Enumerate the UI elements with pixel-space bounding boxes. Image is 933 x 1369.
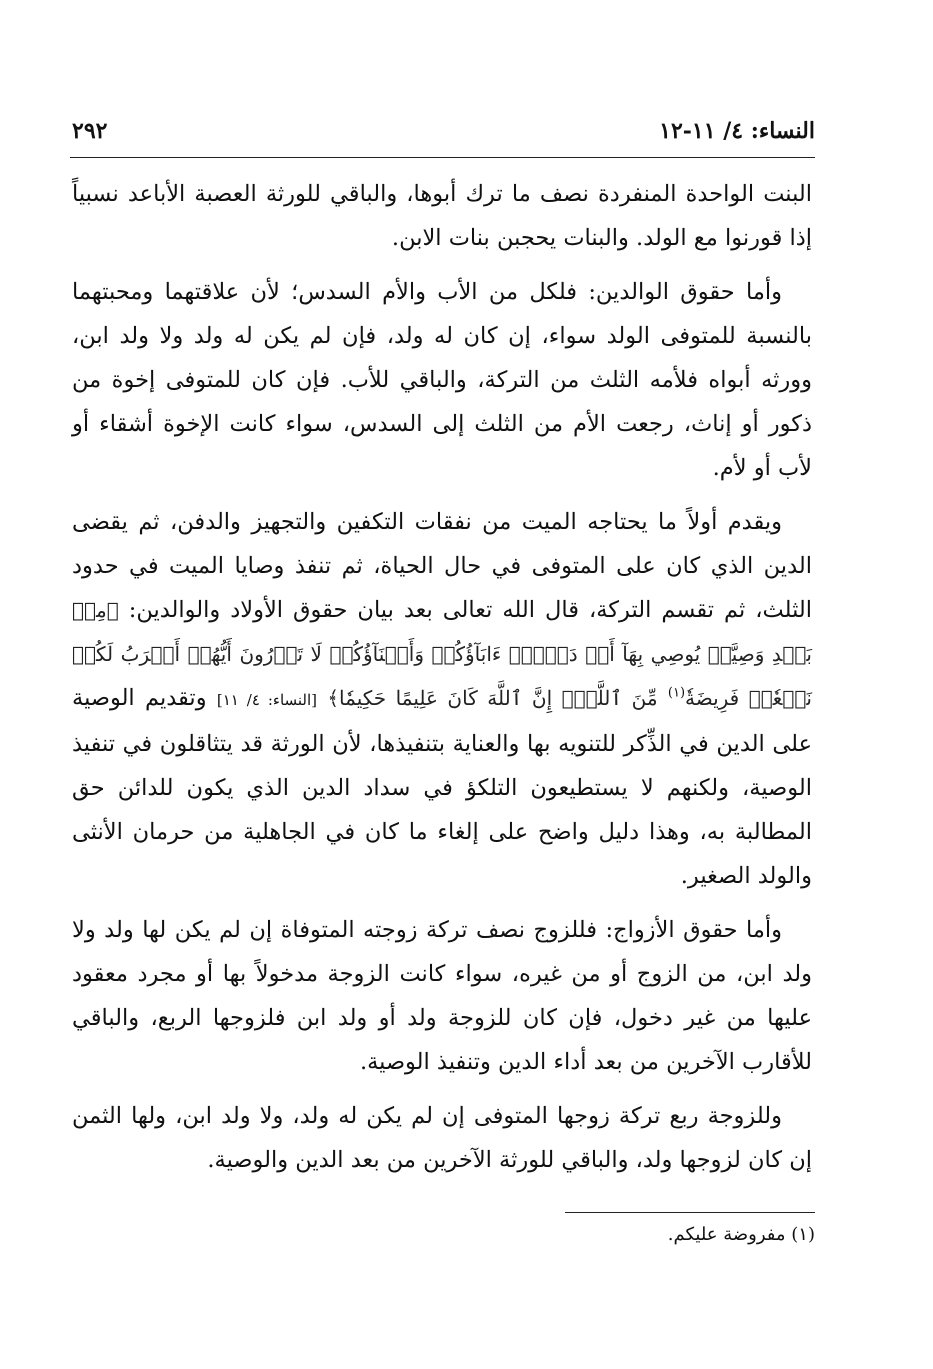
main-text [72,172,812,1192]
surah-reference: النساء: ٤/ ١١-١٢ [659,118,815,144]
paragraph-daughters: البنت الواحدة المنفردة نصف ما ترك أبوها، والباقي للورثة العصبة الأباعد نسبياً إذا قورنوا مع الولد. والبنات يحجبن بنات الابن. [72,181,812,251]
page-header [70,112,815,156]
paragraph-husband-rights: وأما حقوق الأزواج: فللزوج نصف تركة زوجته المتوفاة إن لم يكن لها ولد ولا ولد ابن، من الزوج أو من غيره، سواء كانت الزوجة مدخولاً بها أو مجرد معقود عليها من غير دخول، فإن كان للزوجة ولد أو ولد ابن فلزوجها الربع، والباقي للأقارب الآخرين من بعد أداء الدين وتنفيذ الوصية. [72,917,813,1075]
footnote: (١) مفروضة عليكم. [667,1224,815,1245]
quran-verse: ﴿مِنۢ بَعۡدِ وَصِيَّةٖ يُوصِي بِهَآ أَوۡ دَيۡنٍۗ ءَابَآؤُكُمۡ وَأَبۡنَآؤُكُمۡ لَا تَدۡرُونَ أَيُّهُمۡ أَقۡرَبُ لَكُمۡ نَفۡعٗاۚ فَرِيضَةٗ [72,598,812,710]
paragraph-estate-order [72,500,812,898]
page-number: ٢٩٢ [72,118,108,144]
paragraph-parents-rights: وأما حقوق الوالدين: فلكل من الأب والأم السدس؛ لأن علاقتهما ومحبتهما بالنسبة للمتوفى الولد سواء، إن كان له ولد، فإن لم يكن له ولد ولا ولد ابن، وورثه أبواه فلأمه الثلث من التركة، والباقي للأب. فإن كان للمتوفى إخوة من ذكور أو إناث، رجعت الأم من الثلث إلى السدس، سواء كانت الإخوة أشقاء أو لأب أو لأم. [72,279,812,481]
paragraph-wife-rights: وللزوجة ربع تركة زوجها المتوفى إن لم يكن له ولد، ولا ولد ابن، ولها الثمن إن كان لزوجها ولد، والباقي للورثة الآخرين من بعد الدين والوصية. [72,1103,812,1173]
footnote-divider [565,1212,815,1213]
paragraph-text: وتقديم الوصية على الدين في الذِّكر للتنويه بها والعناية بتنفيذها، لأن الورثة قد يتثاقلون في تنفيذ الوصية، ولكنهم لا يستطيعون التلكؤ في سداد الدين الذي يكون للدائن حق المطالبة به، وهذا دليل واضح على إلغاء ما كان في الجاهلية من حرمان الأنثى والولد الصغير. [72,685,812,889]
paragraph-text: ويقدم أولاً ما يحتاجه الميت من نفقات التكفين والتجهيز والدفن، ثم يقضى الدين الذي كان على المتوفى في حال الحياة، ثم تنفذ وصايا الميت في حدود الثلث، ثم تقسم التركة، قال الله تعالى بعد بيان حقوق الأولاد والوالدين: [72,509,812,623]
header-divider [70,157,815,158]
footnote-marker: (١) [667,685,686,701]
quran-verse-end: مِّنَ ٱللَّهِۗ إِنَّ ٱللَّهَ كَانَ عَلِيمًا حَكِيمٗا﴾ [327,686,658,710]
verse-citation: [النساء: ٤/ ١١] [216,691,318,709]
